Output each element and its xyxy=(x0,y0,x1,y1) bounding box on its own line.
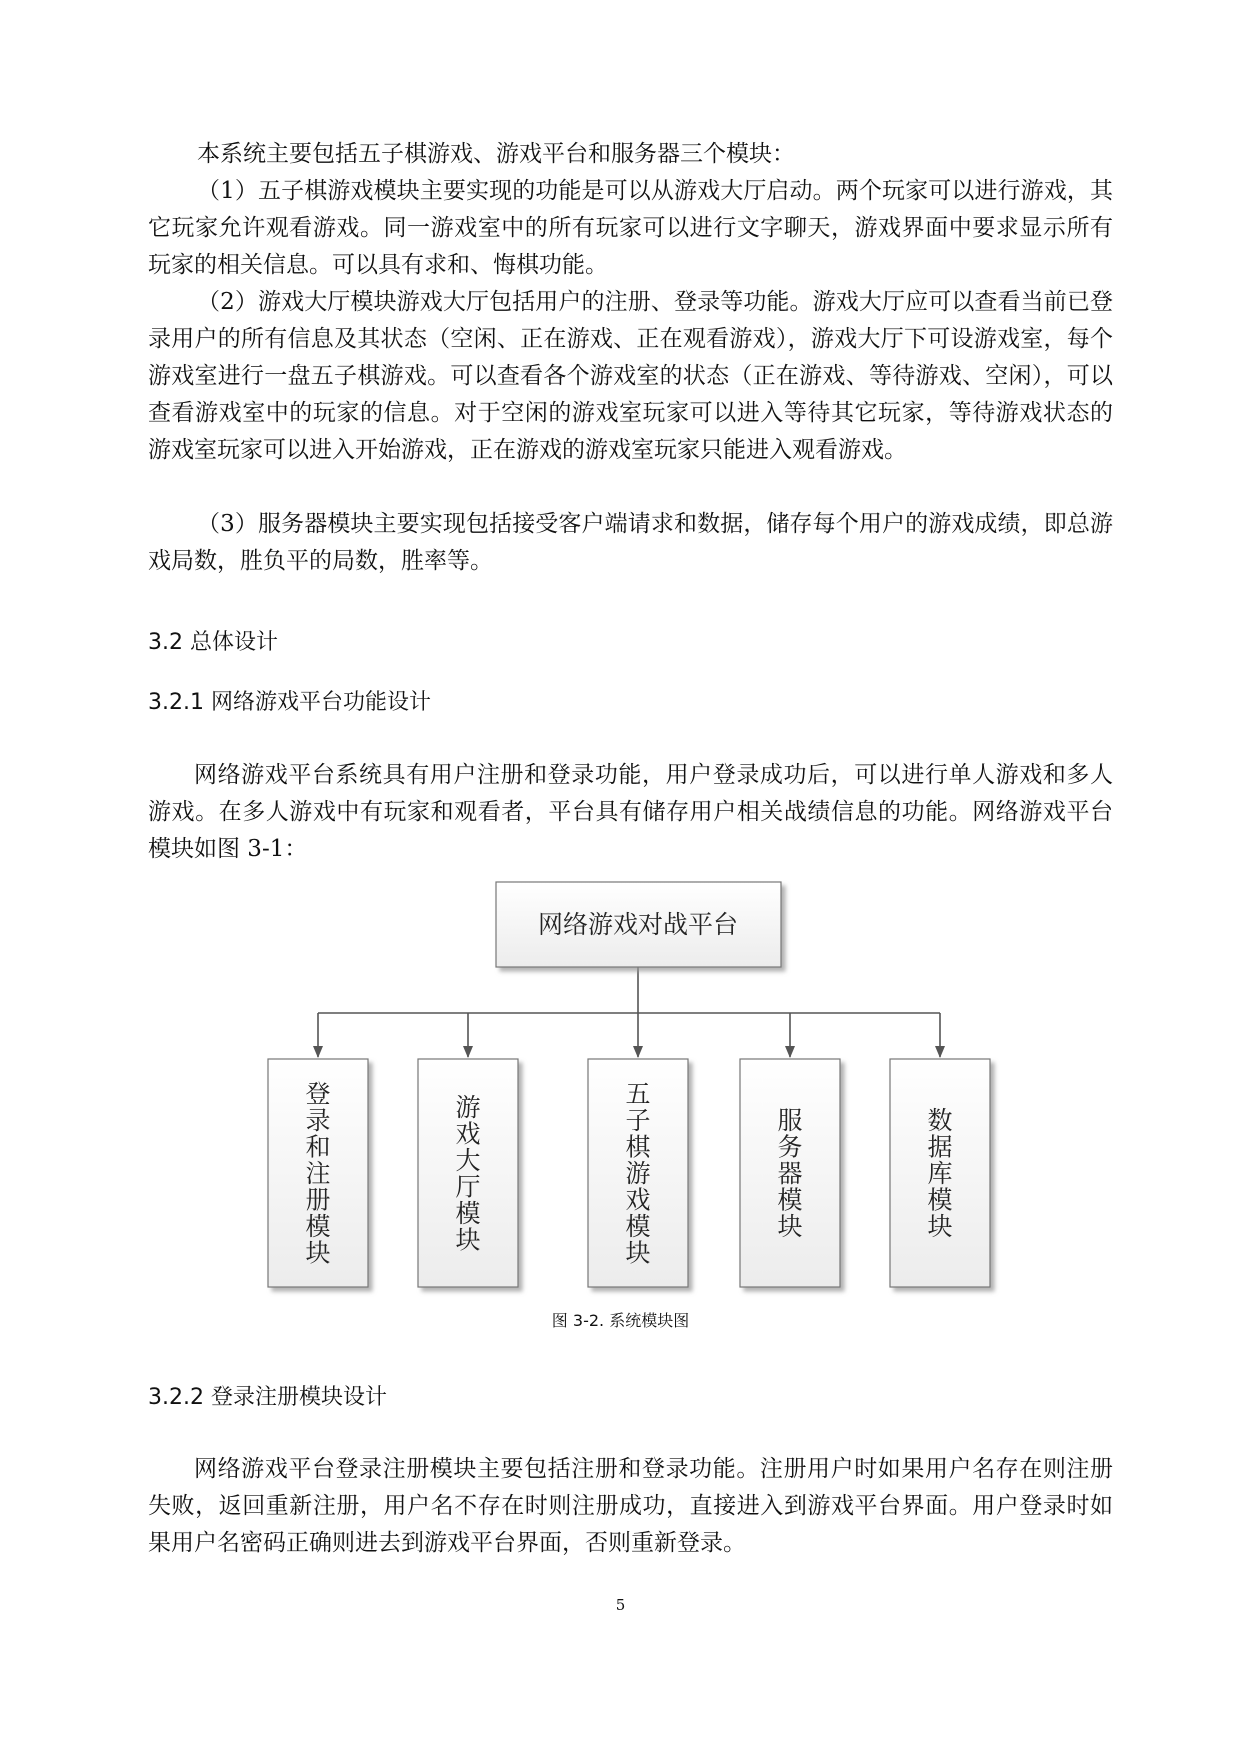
intro-paragraph-1: （1）五子棋游戏模块主要实现的功能是可以从游戏大厅启动。两个玩家可以进行游戏，其它玩家允许观看游戏。同一游戏室中的所有玩家可以进行文字聊天，游戏界面中要求显示所有玩家的相关信息。可以具有求和、悔棋功能。 xyxy=(148,178,1113,278)
diagram-child-label: 登录和注册模块 xyxy=(305,1079,331,1268)
diagram-child-node xyxy=(588,1059,688,1287)
figure-caption: 图 3-2. 系统模块图 xyxy=(551,1311,690,1330)
diagram-child-label: 游戏大厅模块 xyxy=(455,1092,481,1255)
login-design-paragraph: 网络游戏平台登录注册模块主要包括注册和登录功能。注册用户时如果用户名存在则注册失败，返回重新注册，用户名不存在时则注册成功，直接进入到游戏平台界面。用户登录时如果用户名密码正确则进去到游戏平台界面，否则重新登录。 xyxy=(148,1456,1113,1556)
diagram-child-label: 五子棋游戏模块 xyxy=(625,1079,651,1268)
intro-paragraph-3: （3）服务器模块主要实现包括接受客户端请求和数据，储存每个用户的游戏成绩，即总游戏局数，胜负平的局数，胜率等。 xyxy=(148,511,1113,574)
diagram-root-label: 网络游戏对战平台 xyxy=(537,910,739,939)
diagram-child-label: 数据库模块 xyxy=(927,1106,953,1241)
diagram-child-node xyxy=(740,1059,840,1287)
section-heading-3-2: 3.2 总体设计 xyxy=(148,630,278,655)
diagram-child-nodes xyxy=(268,1059,990,1287)
intro-paragraph-2: （2）游戏大厅模块游戏大厅包括用户的注册、登录等功能。游戏大厅应可以查看当前已登录用户的所有信息及其状态（空闲、正在游戏、正在观看游戏），游戏大厅下可设游戏室，每个游戏室进行一盘五子棋游戏。可以查看各个游戏室的状态（正在游戏、等待游戏、空闲），可以查看游戏室中的玩家的信息。对于空闲的游戏室玩家可以进入等待其它玩家，等待游戏状态的游戏室玩家可以进入开始游戏，正在游戏的游戏室玩家只能进入观看游戏。 xyxy=(148,289,1113,463)
intro-paragraph-0: 本系统主要包括五子棋游戏、游戏平台和服务器三个模块： xyxy=(197,141,795,167)
section-heading-3-2-2: 3.2.2 登录注册模块设计 xyxy=(148,1385,387,1410)
diagram-child-node xyxy=(418,1059,518,1287)
section-heading-3-2-1: 3.2.1 网络游戏平台功能设计 xyxy=(148,690,431,715)
diagram-root-node xyxy=(496,882,781,967)
page-number: 5 xyxy=(615,1596,626,1614)
platform-design-paragraph: 网络游戏平台系统具有用户注册和登录功能，用户登录成功后，可以进行单人游戏和多人游戏。在多人游戏中有玩家和观看者，平台具有储存用户相关战绩信息的功能。网络游戏平台模块如图 3-1： xyxy=(148,762,1113,862)
diagram-child-label: 服务器模块 xyxy=(777,1106,803,1241)
diagram-connectors xyxy=(318,967,940,1057)
diagram-child-node xyxy=(890,1059,990,1287)
diagram-child-node xyxy=(268,1059,368,1287)
